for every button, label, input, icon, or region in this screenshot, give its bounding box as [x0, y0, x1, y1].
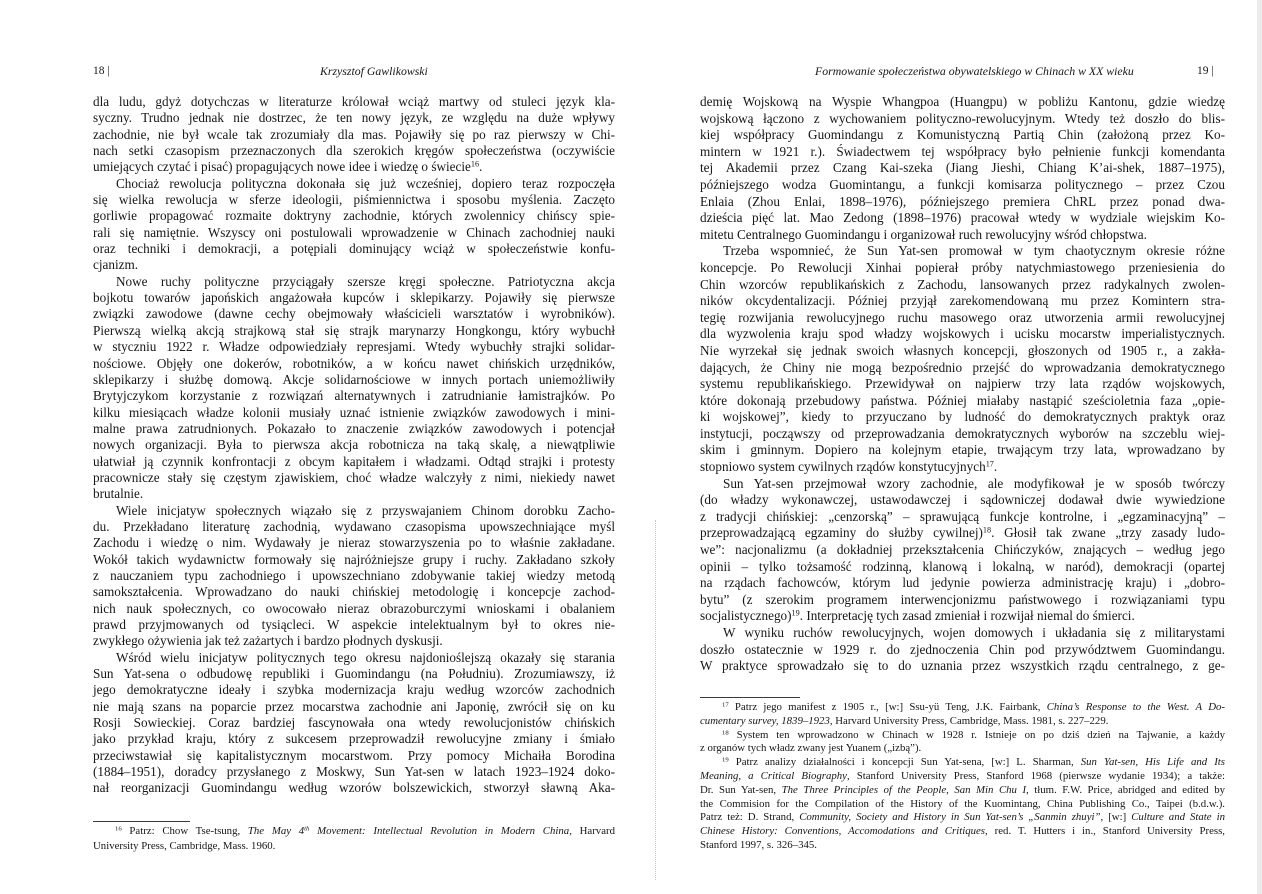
text-line: we”: nacjonalizmu (a dokładniej przekształcenia Chińczyków, znających – według jego [700, 542, 1225, 558]
footnote [700, 756, 1225, 853]
text-line: opinii – tylko tożsamość rodzinną, klanową i lokalną, w naród), demokracji (opartej [700, 558, 1225, 574]
text-line [700, 729, 1225, 743]
text-line: zwykłego ożywienia jak też zażartych i bardzo płodnych dyskusji. [93, 633, 443, 649]
text-line: nowych organizacji. Była to pierwsza akcja robotnicza na taką skalę, a niewątpliwie [93, 437, 615, 453]
italic-text: China’s Response to the West. A Do- [1046, 701, 1225, 713]
footnotes [700, 701, 1225, 853]
text-line: nie mają szans na poparcie przez mocarstwa zachodnie ani Japonię, zwrócił się on ku [93, 698, 615, 714]
running-head: Formowanie społeczeństwa obywatelskiego w Chinach w XX wieku [815, 64, 1134, 78]
text-run: przeprowadzającą egzaminy do służby cywilnej) [700, 525, 983, 541]
text-line: nał reorganizacji Guomindangu według wzorów bolszewickich, stworzył sławną Aka- [93, 780, 615, 796]
scan-edge [1257, 0, 1262, 894]
italic-text: Meaning, a Critical Biography [700, 769, 847, 782]
text-line: gorliwie propagować rozmaite doktryny zachodnie, których zwolennicy chińscy spie- [93, 208, 615, 224]
text-line: późniejszego wodza Guomintangu, a funkcji komisarza politycznego – przez Czou [700, 176, 1225, 192]
text-line: na rządach fachowców, którym lud jedynie powierza administrację kraju) i „dobro- [700, 575, 1225, 591]
footnote-ref: 16 [470, 159, 480, 169]
text-line: bojkotu towarów japońskich angażowała kupców i sklepikarzy. Pojawiły się pierwsze [93, 290, 615, 306]
text-line: sklepikarzy i służbę domową. Akcje solidarnościowe w innych portach uniemożliwiły [93, 371, 615, 387]
text-line: samokształcenia. Wprowadzano do nauki chińskiej metodologię i koncepcje zachod- [93, 584, 615, 600]
text-run: , red. T. Hutters i in., Stanford University Press, [985, 825, 1225, 838]
footnote-ref: 19 [722, 756, 729, 764]
page-number: 18 | [93, 65, 110, 77]
body-paragraph [93, 650, 615, 797]
text-line [93, 824, 615, 839]
text-line: zachodnie, nie był wcale tak zrozumiały dla mas. Pojawiły się po raz pierwszy w Chi- [93, 126, 615, 142]
text-line: dających, że Chiny nie mogą bezpośrednio przejść do wprowadzania demokratycznego [700, 359, 1225, 375]
text-line: Chin wzorców republikańskich z Zachodu, lansowanych przez radykalnych zwolen- [700, 276, 1225, 292]
text-line: jako przykład kraju, który z sukcesem przeprowadził rewolucyjne zmiany i śmiało [93, 731, 615, 747]
footnote [700, 729, 1225, 757]
text-line: dla ludu, gdyż dotychczas w literaturze królował wciąż martwy od stuleci język kla- [93, 94, 615, 109]
text-line: W praktyce sprowadzało się to do uznania przez wszystkich rządu centralnego, z ge- [700, 658, 1225, 674]
text-line: z nauczaniem typu zachodniego i upowszechniano zdobywanie takiej wiedzy metodą [93, 567, 615, 583]
text-line [700, 756, 1225, 770]
text-run: , tłum. F.W. Price, abridged and edited by [1026, 783, 1225, 796]
text-line: du. Przekładano literaturę zachodnią, wydawano czasopisma upowszechniające myśl [93, 518, 615, 534]
text-run: , Harvard [569, 825, 615, 837]
text-line: Enlaia (Zhou Enlai, 1898–1976), późniejszego premiera ChRL przez ponad dwa- [700, 193, 1225, 209]
text-line: Nie wyrzekał się jednak swoich własnych koncepcji, głoszonych od 1905 r., a zakła- [700, 342, 1225, 358]
footnotes [93, 824, 615, 854]
footnote-separator [700, 697, 800, 698]
text-line [700, 811, 1225, 825]
text-line: doszło ostatecznie w 1929 r. do zjednoczenia Chin pod przywództwem Guomindangu. [700, 641, 1225, 657]
text-run: , Stanford University Press, Stanford 1968 (pierwsze wydanie 1934); a także: [846, 769, 1225, 782]
text-line: jego demokratyczne ideały i szybka modernizacja kraju według wzorców zachodnich [93, 682, 615, 698]
footnote-ref: 19 [791, 608, 800, 618]
text-line: koncepcje. Po Rewolucji Xinhai popierał próby natychmiastowego przeniesienia do [700, 259, 1225, 275]
text-line: ki wojskowej”, kiedy to przyuczano by ludność do demokratycznych praktyk oraz [700, 409, 1225, 425]
text-line: Wiele inicjatyw społecznych wiązało się z przyswajaniem Chinom dorobku Zacho- [116, 502, 615, 518]
page-number: 19 | [1197, 65, 1214, 77]
text-line: przeciwstawiał się kapitalistycznym mocarstwom. Przy pomocy Michaiła Borodina [93, 747, 615, 763]
text-run: Patrz: Chow Tse-tsung, [121, 825, 248, 837]
italic-text: Culture and State in [1131, 811, 1226, 824]
body-paragraph [700, 476, 1225, 625]
text-line: systemu republikańskiego. Przewidywał on najpierw trzy lata rządów wojskowych, [700, 376, 1225, 392]
text-line: instytucji, począwszy od przeprowadzania demokratycznych wyborów na szczeblu wiej- [700, 425, 1225, 441]
text-line [700, 701, 1225, 715]
text-run: Dr. Sun Yat-sen, [700, 783, 782, 796]
text-run: Patrz też: D. Strand, [700, 811, 800, 824]
text-line: Zachodu i wiedzę o nim. Wydawały je nieraz stowarzyszenia po to właśnie zakładane. [93, 535, 615, 551]
text-line: prawd przyjmowanych od tysiącleci. W aspekcie intelektualnym był to okres nie- [93, 617, 615, 632]
text-line: skim i gminnym. Dopiero na kolejnym etapie, trwającym trzy lata, wprowadzano by [700, 442, 1225, 458]
text-line: Sun Yat-sena o odbudowę republiki i Guomindangu (na Południu). Zrozumiawszy, iż [93, 666, 615, 682]
text-line: z organów tych władz zwany jest Yuanem („izbą”). [700, 742, 922, 755]
footnote [93, 824, 615, 854]
italic-text: Movement: Intellectual Revolution in Modern China [309, 825, 570, 837]
body-paragraph [93, 503, 615, 650]
text-line: the Commision for the Compilation of the History of the Kuomintang, China Publishing Co., Taipei (b.d.w.). [700, 797, 1225, 810]
text-line: dzieścia pięć lat. Mao Zedong (1898–1976) pracował wtedy w wydziale wiejskim Ko- [700, 210, 1225, 226]
text-line [93, 159, 615, 175]
text-run: , [w:] [1100, 811, 1132, 824]
text-run: Patrz analizy działalności i koncepcji Sun Yat-sena, [w:] L. Sharman, [728, 756, 1081, 769]
text-line: Wokół takich wydawnictw formowały się najróżniejsze grupy i ruchy. Zakładano szkoły [93, 551, 615, 567]
text-run: . Głosił tak zwane „trzy zasady ludo- [991, 525, 1225, 541]
text-line: tegię rozwijania rewolucyjnego ruchu masowego oraz utworzenia armii rewolucyjnej [700, 309, 1225, 325]
text-line: wojskową łączono z wychowaniem polityczno-rewolucyjnym. Wtedy też doszło do blis- [700, 110, 1225, 126]
text-line: Stanford 1997, s. 326–345. [700, 838, 817, 851]
footnote-ref: 17 [985, 459, 994, 469]
body-paragraph [700, 243, 1225, 475]
italic-text: The May 4 [247, 825, 305, 837]
text-line: cjanizm. [93, 257, 139, 273]
text-line: demię Wojskową na Wyspie Whangpoa (Huangpu) w pobliżu Kantonu, gdzie wiedzę [700, 94, 1225, 109]
text-run: . [993, 459, 998, 475]
text-run: , Harvard University Press, Cambridge, Mass. 1981, s. 227–229. [829, 714, 1109, 727]
text-line: dla wyzwolenia kraju spod władzy wojskowych i ucisku mocarstw imperialistycznych. [700, 326, 1225, 342]
italic-text: Chinese History: Conventions, Accomodations and Critiques [700, 825, 985, 838]
text-line: (1884–1951), doradcy przysłanego z Moskwy, Sun Yat-sen w latach 1923–1924 doko- [93, 764, 615, 780]
text-line: W wyniku ruchów rewolucyjnych, wojen domowych i układania się z militarystami [723, 625, 1225, 640]
text-line: Wśród wielu inicjatyw politycznych tego okresu najdonioślejszą okazały się starania [116, 649, 615, 665]
italic-text: cumentary survey, 1839–1923 [700, 714, 830, 727]
body-paragraph [700, 94, 1225, 243]
text-line [700, 715, 1225, 729]
text-line: oraz techniki i demokracji, a potępiali dominujący wciąż w społeczeństwie konfu- [93, 241, 615, 257]
text-line: się wielka rewolucja w sferze ideologii, piśmiennictwa i sposobu myślenia. Zaczęto [93, 192, 615, 208]
text-line: Trzeba wspomnieć, że Sun Yat-sen promował w tym chaotycznym okresie różne [723, 243, 1225, 259]
text-line: Sun Yat-sen przejmował wzory zachodnie, ale modyfikował je w sposób twórczy [723, 475, 1225, 491]
text-line: które dokonają przebudowy państwa. Później miałaby nastąpić sześcioletnia faza „opie- [700, 392, 1225, 408]
text-line: mintern w 1921 r.). Świadectwem tej współpracy było pełnienie funkcji komendanta [700, 143, 1225, 159]
text-line: mitetu Centralnego Guomindangu i organizował ruch rewolucyjny wśród chłopstwa. [700, 226, 1147, 242]
body-paragraph [93, 176, 615, 274]
text-run: stopniowo system cywilnych rządów konstytucyjnych [700, 459, 986, 475]
footnote [700, 701, 1225, 729]
superscript-text: th [304, 825, 310, 833]
text-run: Patrz jego manifest z 1905 r., [w:] Ssu-yü Teng, J.K. Fairbank, [728, 701, 1047, 713]
text-line [700, 608, 1225, 625]
text-run: umiejących czytać i pisać) propagujących nowe idee i wiedzę o świecie [93, 159, 471, 175]
text-line: z tradycji chińskiej: „cenzorską” – sprawującą funkcje kontrolne, i „egzaminacyjną” – [700, 508, 1225, 524]
text-run: System ten wprowadzono w Chinach w 1928 r. Istnieje on po dziś dzień na Tajwanie, a każdy [728, 728, 1225, 741]
text-line: brutalnie. [93, 486, 144, 502]
body-paragraph [700, 625, 1225, 675]
footnote-ref: 16 [115, 825, 122, 833]
text-line: w styczniu 1922 r. Władze odpowiedziały represjami. Wtedy wybuchły strajki solidar- [93, 339, 615, 355]
text-line: związki zawodowe (dawne cechy obejmowały właścicieli warsztatów i wyrobników). [93, 306, 615, 322]
text-line: ułatwiał ją czynnik konfrontacji z obcym kapitałem i władzami. Odtąd strajki i protesty [93, 453, 615, 469]
body-text [700, 94, 1225, 675]
text-line: tej Akademii przez Czang Kai-szeka (Jiang Jieshi, Chiang K’ai-shek, 1887–1975), [700, 160, 1225, 176]
text-line: Nowe ruchy polityczne przyciągały szersze kręgi społeczne. Patriotyczna akcja [116, 273, 615, 289]
running-head: Krzysztof Gawlikowski [320, 64, 428, 78]
italic-text: Sun Yat-sen, His Life and Its [1080, 756, 1225, 769]
text-run: . [479, 159, 483, 175]
text-line: University Press, Cambridge, Mass. 1960. [93, 840, 276, 852]
footnote-ref: 18 [982, 525, 992, 535]
text-line: bytu” (z szerokim programem interwencjonizmu państwowego i rozwiązaniami typu [700, 591, 1225, 607]
text-line [700, 825, 1225, 839]
body-paragraph [93, 274, 615, 503]
italic-text: Community, Society and History in Sun Yat-sen’s „Sanmin zhuyi” [799, 811, 1101, 824]
text-line: nach setki czasopism przeznaczonych dla szerokich kręgów społeczeństwa (oczywiście [93, 143, 615, 159]
text-line: Rosji Sowieckiej. Coraz bardziej fascynowała ona wtedy rewolucjonistów chińskich [93, 715, 615, 731]
text-run: . Interpretację tych zasad zmieniał i rozwijał niemal do śmierci. [799, 608, 1135, 624]
text-line: Chociaż rewolucja polityczna dokonała się już wcześniej, dopiero teraz rozpoczęła [116, 175, 615, 191]
text-line [700, 784, 1225, 798]
text-line: rali się namiętnie. Wszyscy oni postulowali wprowadzenie w Chinach zachodniej nauki [93, 224, 615, 240]
text-line: pracownicze stały się częstym zjawiskiem, choć władze walczyły z nimi, niekiedy nawet [93, 469, 615, 485]
text-line: syczny. Trudno jednak nie dostrzec, że ten nowy język, ze względu na duże wpływy [93, 110, 615, 126]
text-line: ników okcydentalizacji. Później przyjął zarekomendowaną mu przez Komintern stra- [700, 293, 1225, 309]
text-line: nościowe. Objęły one dokerów, robotników, a w końcu nawet chińskich urzędników, [93, 355, 615, 371]
text-line: kiej współpracy Guomindangu z Komunistyczną Partią Chin (założoną przez Ko- [700, 127, 1225, 143]
footnote-separator [93, 821, 190, 822]
footnote-ref: 18 [722, 728, 729, 736]
text-line: malne prawa zatrudnionych. Pokazało to znaczenie związków zawodowych i potencjał [93, 420, 615, 436]
right-page [650, 0, 1262, 894]
text-line: nich nauk społecznych, co owocowało nieraz obrazoburczymi wnioskami i obalaniem [93, 600, 615, 616]
body-text [93, 94, 615, 797]
footnote-ref: 17 [722, 701, 729, 709]
text-line: Brytyjczykom korzystanie z rozwiązań alternatywnych i zatrudnianie łamistrajków. Po [93, 388, 615, 404]
text-line [700, 459, 1225, 476]
body-paragraph [93, 94, 615, 176]
text-line: (do władzy wykonawczej, ustawodawczej i sądowniczej dodawał dwie wywiedzione [700, 492, 1225, 508]
text-line [700, 770, 1225, 784]
text-line: Pierwszą wielką akcją strajkową stał się strajk marynarzy Hongkongu, który wybuchł [93, 322, 615, 338]
text-line [700, 525, 1225, 542]
text-line: kilku miesiącach władze kolonii musiały uznać istnienie związków zawodowych i mini- [93, 404, 615, 420]
text-run: socjalistycznego) [700, 608, 792, 624]
italic-text: The Three Principles of the People, San Min Chu I [781, 783, 1027, 796]
